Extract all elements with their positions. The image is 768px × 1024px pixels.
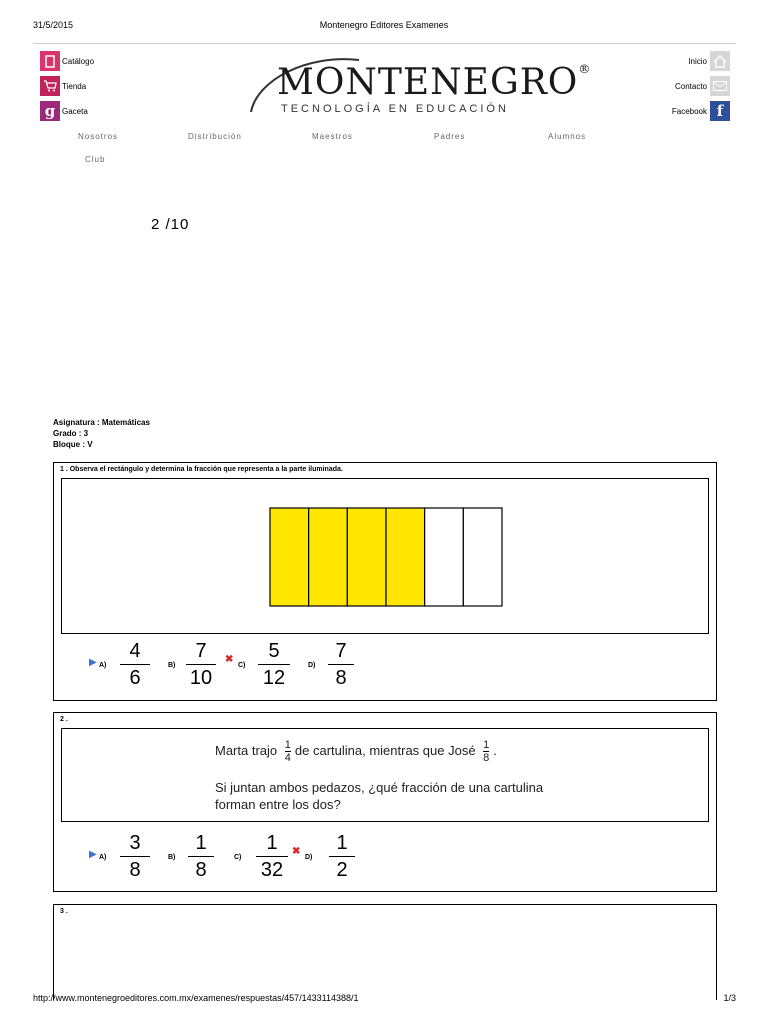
marta-fraction: $\frac{1}{4}$: [284, 739, 291, 764]
nav-catalogo[interactable]: [40, 51, 94, 71]
option-c-fraction[interactable]: 5 12: [258, 640, 290, 689]
nav-contacto-label: Contacto: [674, 81, 707, 91]
option-c-fraction[interactable]: 1 32: [256, 832, 288, 881]
option-d-fraction[interactable]: 7 8: [328, 640, 354, 689]
filled-part: [270, 508, 309, 606]
option-a-label[interactable]: A): [99, 662, 107, 669]
gazette-icon: g: [40, 101, 60, 121]
cart-icon: [40, 76, 60, 96]
question-2-line-1: Marta trajo $\frac{1}{4}$ de cartulina, mientras que José $\frac{1}{8}$ .: [215, 739, 497, 764]
question-3: [53, 904, 717, 1000]
nav-facebook-label: Facebook: [671, 106, 707, 116]
menu-nosotros[interactable]: Nosotros: [78, 132, 119, 141]
nav-facebook[interactable]: [672, 101, 730, 121]
empty-part: [425, 508, 464, 606]
option-b-fraction[interactable]: 1 8: [188, 832, 214, 881]
menu-distribucion[interactable]: Distribución: [188, 132, 242, 141]
question-1-title: 1 . Observa el rectángulo y determina la fracción que representa a la parte iluminada.: [60, 466, 343, 473]
option-b-label[interactable]: B): [168, 662, 176, 669]
facebook-icon: f: [710, 101, 730, 121]
print-date: 31/5/2015: [33, 20, 74, 30]
menu-club[interactable]: Club: [85, 155, 106, 164]
subject-info: [53, 417, 150, 450]
option-c-label[interactable]: C): [234, 854, 242, 861]
nav-contacto[interactable]: [675, 76, 730, 96]
menu-padres[interactable]: Padres: [434, 132, 466, 141]
block-label: Bloque : V: [53, 440, 93, 449]
nav-tienda[interactable]: [40, 76, 86, 96]
filled-part: [386, 508, 425, 606]
book-icon: [40, 51, 60, 71]
fraction-rectangle: [268, 506, 504, 608]
nav-catalogo-label: Catálogo: [62, 56, 95, 66]
menu-maestros[interactable]: Maestros: [312, 132, 353, 141]
home-icon: [710, 51, 730, 71]
nav-inicio-label: Inicio: [688, 56, 707, 66]
option-c-label[interactable]: C): [238, 662, 246, 669]
question-2: [53, 712, 717, 892]
logo-text: MONTENEGRO®: [277, 62, 592, 103]
montenegro-logo[interactable]: [247, 50, 592, 120]
option-d-label[interactable]: D): [308, 662, 316, 669]
print-page-number: 1/3: [723, 993, 736, 1003]
option-a-label[interactable]: A): [99, 854, 107, 861]
wrong-answer-cross-icon: ✖: [225, 654, 234, 665]
nav-tienda-label: Tienda: [62, 81, 87, 91]
menu-alumnos[interactable]: Alumnos: [548, 132, 587, 141]
nav-inicio[interactable]: [688, 51, 730, 71]
question-2-title: 2 .: [60, 716, 68, 723]
logo-tagline: TECNOLOGÍA EN EDUCACIÓN: [281, 103, 509, 115]
grade-label: Grado : 3: [53, 429, 89, 438]
nav-gaceta-label: Gaceta: [62, 106, 88, 116]
header-divider: [33, 43, 736, 44]
question-3-title: 3 .: [60, 908, 68, 915]
nav-gaceta[interactable]: [40, 101, 88, 121]
question-2-text-box: [61, 728, 709, 822]
filled-part: [347, 508, 386, 606]
selected-answer-arrow-icon: ▶: [89, 657, 97, 668]
mail-icon: [710, 76, 730, 96]
filled-part: [309, 508, 348, 606]
question-1-figure: [61, 478, 709, 634]
question-1: [53, 462, 717, 701]
jose-fraction: $\frac{1}{8}$: [483, 739, 490, 764]
option-a-fraction[interactable]: 4 6: [120, 640, 150, 689]
question-2-line-2: Si juntan ambos pedazos, ¿qué fracción de una cartulina: [215, 780, 544, 795]
selected-answer-arrow-icon: ▶: [89, 849, 97, 860]
option-a-fraction[interactable]: 3 8: [120, 832, 150, 881]
wrong-answer-cross-icon: ✖: [292, 846, 301, 857]
option-b-fraction[interactable]: 7 10: [186, 640, 216, 689]
option-b-label[interactable]: B): [168, 854, 176, 861]
print-url: http://www.montenegroeditores.com.mx/examenes/respuestas/457/1433114388/1: [33, 993, 359, 1003]
question-2-line-3: forman entre los dos?: [215, 797, 341, 812]
subject-label: Asignatura : Matemáticas: [53, 418, 150, 427]
option-d-fraction[interactable]: 1 2: [329, 832, 355, 881]
option-d-label[interactable]: D): [305, 854, 313, 861]
empty-part: [463, 508, 502, 606]
print-title: Montenegro Editores Examenes: [319, 20, 449, 30]
exam-score: 2 /10: [151, 216, 190, 233]
